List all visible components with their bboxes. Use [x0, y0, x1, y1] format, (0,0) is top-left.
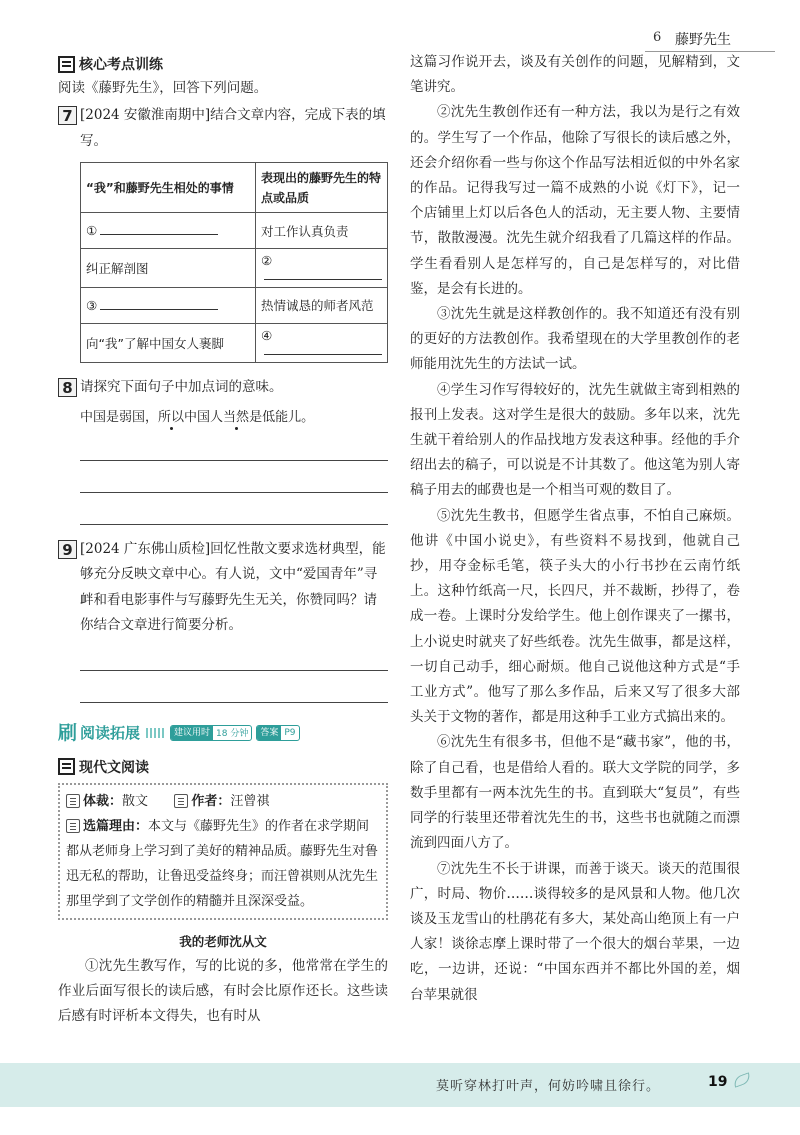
reason-label: 选篇理由： [83, 818, 149, 834]
author-icon [174, 794, 188, 808]
table-row [81, 249, 388, 288]
q8-part-1: 中国是弱国， [80, 409, 159, 425]
question-9-text: [2024 广东佛山质检]回忆性散文要求选材典型，能够充分反映文章中心。有人说，文中“爱国青年”寻衅和看电影事件与写藤野先生无关，你赞同吗？请你结合文章进行简要分析。 [80, 540, 386, 633]
lesson-title: 藤野先生 [675, 32, 731, 48]
table-row [81, 288, 388, 324]
q8-answer-line-2[interactable] [80, 461, 388, 493]
q9-answer-line-1[interactable] [80, 639, 388, 671]
q7-r3-a: ③ [86, 298, 98, 313]
reason-text: 本文与《藤野先生》的作者在求学期间都从老师身上学习到了美好的精神品质。藤野先生对鲁迅无私的帮助，让鲁迅受益终身；而汪曾祺则从沈先生那里学到了文学创作的精髓并且深深受益。 [66, 818, 379, 909]
section-list-icon [58, 56, 75, 73]
time-value: 18 分钟 [216, 729, 249, 739]
q7-blank-4[interactable] [256, 324, 388, 363]
article-paragraph-4: ④学生习作写得较好的，沈先生就做主寄到相熟的报刊上发表。这对学生是很大的鼓励。多年以来，沈先生就干着给别人的作品找地方发表这种事。经他的手介绍出去的稿子，可以说是不计其数了。他这笔为别人寄稿子用去的邮费也是一个相当可观的数目了。 [410, 381, 740, 499]
q7-r2-b: ② [261, 253, 273, 268]
banner-decoration [146, 728, 166, 738]
blank-line [100, 298, 218, 310]
question-8-text: 请探究下面句子中加点词的意味。 [80, 379, 283, 395]
blank-line [264, 343, 382, 355]
table-row [81, 213, 388, 249]
q7-r4-a: 向“我”了解中国女人裹脚 [81, 324, 256, 363]
article-paragraph-6: ⑥沈先生有很多书，但他不是“藏书家”，他的书，除了自己看，也是借给人看的。联大文学院的同学，多数手里都有一两本沈先生的书。直到联大“复员”，有些同学的行装里还带着沈先生的书，这些书也就随之而漂流到四面八方了。 [410, 734, 740, 852]
suggested-time-badge [170, 725, 252, 741]
question-7-text: [2024 安徽淮南期中]结合文章内容，完成下表的填写。 [80, 107, 386, 149]
footer-quote: 莫听穿林打叶声，何妨吟啸且徐行。 [436, 1079, 661, 1094]
banner-title: 阅读拓展 [80, 724, 141, 742]
q7-table-header-traits: 表现出的藤野先生的特点或品质 [256, 163, 388, 213]
lesson-number: 6 [653, 30, 662, 45]
question-8 [58, 375, 388, 401]
q7-blank-1[interactable] [81, 213, 256, 249]
q8-dotted-word-1: 所以 [158, 409, 185, 425]
author-value: 汪曾祺 [230, 793, 270, 809]
page-number: 19 [708, 1074, 728, 1090]
q7-blank-2[interactable] [256, 249, 388, 288]
section-list-icon [58, 758, 75, 775]
question-7-number: 7 [58, 106, 77, 125]
q7-blank-3[interactable] [81, 288, 256, 324]
genre-icon [66, 794, 80, 808]
reading-extension-banner [58, 719, 388, 747]
article-paragraph-1: ①沈先生教写作，写的比说的多，他常常在学生的作业后面写很长的读后感，有时会比原作还长。这些读后感有时评析本文得失，也有时从 [58, 957, 388, 1024]
page-footer [0, 1063, 800, 1107]
genre-value: 散文 [122, 793, 149, 809]
selection-reason [66, 814, 380, 914]
q7-table-header-events: “我”和藤野先生相处的事情 [81, 163, 256, 213]
q7-r3-b: 热情诚恳的师者风范 [256, 288, 388, 324]
question-8-number: 8 [58, 378, 77, 397]
article-paragraph-7: ⑦沈先生不长于讲课，而善于谈天。谈天的范围很广，时局、物价……谈得较多的是风景和人物。他几次谈及玉龙雪山的杜鹃花有多大，某处高山绝顶上有一户人家！谈徐志摩上课时带了一个很大的烟台苹果，一边吃，一边讲，还说：“中国东西并不都比外国的差，烟台苹果就很 [410, 860, 740, 1003]
q8-answer-line-1[interactable] [80, 429, 388, 461]
article-paragraph-3: ③沈先生就是这样教创作的。我不知道还有没有别的更好的方法教创作。我希望现在的大学里教创作的老师能用沈先生的方法试一试。 [410, 306, 740, 373]
genre-author-line [66, 789, 380, 814]
article-paragraph-5: ⑤沈先生教书，但愿学生省点事，不怕自己麻烦。他讲《中国小说史》，有些资料不易找到，他就自己抄，用夺金标毛笔，筷子头大的小行书抄在云南竹纸上。这种竹纸高一尺，长四尺，并不裁断，抄得了，卷成一卷。上课时分发给学生。他上创作课夹了一摞书，上小说史时就夹了好些纸卷。沈先生做事，都是这样，一切自己动手，细心耐烦。他自己说他这种方式是“手工业方式”。他写了那么多作品，后来又写了很多大部头关于文物的著作，都是用这种手工业方式搞出来的。 [410, 507, 740, 726]
article-title: 我的老师沈从文 [179, 933, 267, 949]
article-paragraph-2: ②沈先生教创作还有一种方法，我以为是行之有效的。学生写了一个作品，他除了写很长的读后感之外，还会介绍你看一些与你这个作品写法相近似的中外名家的作品。记得我写过一篇不成熟的小说《灯下》，记一个店铺里上灯以后各色人的活动，无主要人物、主要情节，散散漫漫。沈先生就介绍我看了几篇这样的作品。学生看看别人是怎样写的，自己是怎样写的，对比借鉴，是会有长进的。 [410, 104, 740, 297]
answer-label: 答案 [257, 725, 281, 741]
q7-r1-a: ① [86, 223, 98, 238]
core-intro: 阅读《藤野先生》，回答下列问题。 [58, 80, 268, 96]
q8-sentence [80, 407, 388, 429]
question-9 [58, 537, 388, 639]
reading-section-heading [58, 755, 388, 779]
reason-icon [66, 819, 80, 833]
author-label: 作者： [191, 793, 231, 809]
q7-r2-a: 纠正解剖图 [81, 249, 256, 288]
q8-dotted-word-2: 当然 [223, 409, 250, 425]
q7-table [80, 162, 388, 363]
q8-answer-line-3[interactable] [80, 493, 388, 525]
answer-page: P9 [284, 727, 296, 738]
blank-line [100, 223, 218, 235]
blank-line [264, 268, 382, 280]
banner-char: 刷 [58, 721, 78, 744]
leaf-icon [732, 1072, 752, 1088]
reading-section-title: 现代文阅读 [79, 759, 149, 776]
answer-page-badge[interactable] [256, 725, 299, 741]
left-column [58, 52, 388, 1029]
article-info-box [58, 783, 388, 920]
q7-r4-b: ④ [261, 328, 273, 343]
right-column [410, 50, 740, 1008]
core-section-heading [58, 52, 388, 76]
core-section-title: 核心考点训练 [79, 57, 163, 73]
q8-part-2: 中国人 [184, 409, 224, 425]
q7-r1-b: 对工作认真负责 [256, 213, 388, 249]
question-7 [58, 103, 388, 154]
article-paragraph-1-continued: 这篇习作说开去，谈及有关创作的问题，见解精到，文笔讲究。 [410, 54, 740, 96]
genre-label: 体裁： [83, 793, 123, 809]
q9-answer-line-2[interactable] [80, 671, 388, 703]
table-row [81, 324, 388, 363]
page-header [605, 25, 775, 53]
question-9-number: 9 [58, 540, 77, 559]
q8-part-3: 是低能儿。 [249, 409, 315, 425]
time-label: 建议用时 [171, 725, 213, 741]
